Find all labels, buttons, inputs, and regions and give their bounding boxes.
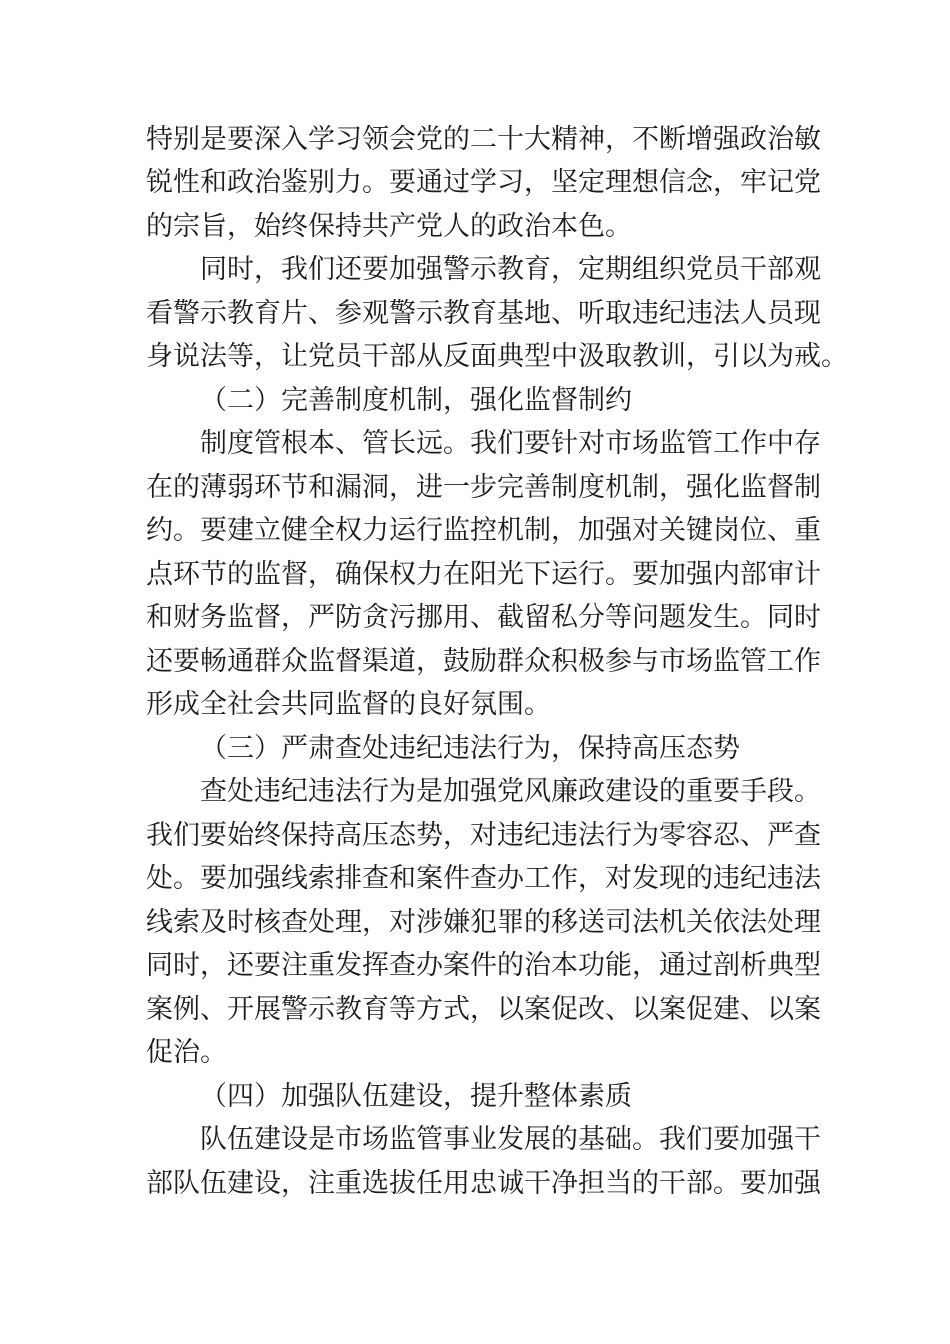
body-text-line: 处。要加强线索排查和案件查办工作，对发现的违纪违法	[146, 863, 821, 894]
body-text-line: 特别是要深入学习领会党的二十大精神，不断增强政治敏	[146, 124, 821, 155]
body-text-line: 队伍建设是市场监管事业发展的基础。我们要加强干	[200, 1124, 821, 1155]
body-text-line: 的宗旨，始终保持共产党人的政治本色。	[146, 211, 632, 242]
body-text-line: 身说法等，让党员干部从反面典型中汲取教训，引以为戒。	[146, 341, 848, 372]
section-heading: （四）加强队伍建设，提升整体素质	[200, 1081, 632, 1112]
body-text-line: 形成全社会共同监督的良好氛围。	[146, 689, 551, 720]
body-text-line: 查处违纪违法行为是加强党风廉政建设的重要手段。	[200, 776, 821, 807]
body-text-line: 点环节的监督，确保权力在阳光下运行。要加强内部审计	[146, 559, 821, 590]
section-heading: （二）完善制度机制，强化监督制约	[200, 385, 632, 416]
body-text-line: 和财务监督，严防贪污挪用、截留私分等问题发生。同时	[146, 602, 821, 633]
body-text-line: 同时，还要注重发挥查办案件的治本功能，通过剖析典型	[146, 950, 821, 981]
body-text-line: 看警示教育片、参观警示教育基地、听取违纪违法人员现	[146, 298, 821, 329]
body-text-line: 锐性和政治鉴别力。要通过学习，坚定理想信念，牢记党	[146, 167, 821, 198]
body-text-line: 在的薄弱环节和漏洞，进一步完善制度机制，强化监督制	[146, 472, 821, 503]
body-text-line: 案例、开展警示教育等方式，以案促改、以案促建、以案	[146, 994, 821, 1025]
body-text-line: 还要畅通群众监督渠道，鼓励群众积极参与市场监管工作	[146, 646, 821, 677]
body-text-line: 部队伍建设，注重选拔任用忠诚干净担当的干部。要加强	[146, 1168, 821, 1199]
body-text-line: 同时，我们还要加强警示教育，定期组织党员干部观	[200, 254, 821, 285]
body-text-line: 制度管根本、管长远。我们要针对市场监管工作中存	[200, 428, 821, 459]
body-text-line: 我们要始终保持高压态势，对违纪违法行为零容忍、严查	[146, 820, 821, 851]
body-text-line: 促治。	[146, 1037, 227, 1068]
section-heading: （三）严肃查处违纪违法行为，保持高压态势	[200, 733, 740, 764]
body-text-line: 线索及时核查处理，对涉嫌犯罪的移送司法机关依法处理	[146, 907, 821, 938]
body-text-line: 约。要建立健全权力运行监控机制，加强对关键岗位、重	[146, 515, 821, 546]
